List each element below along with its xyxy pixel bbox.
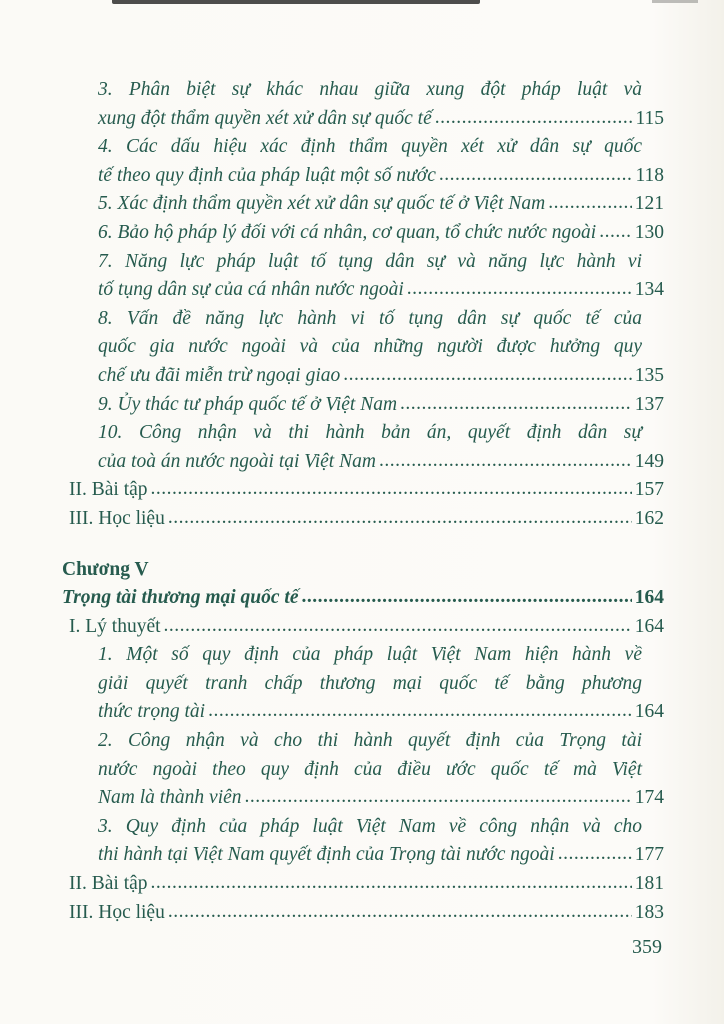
toc-entry-line <box>98 133 664 162</box>
toc-entry-text: tố tụng dân sự của cá nhân nước ngoài <box>98 279 404 301</box>
toc-entry-line <box>98 784 664 813</box>
leader-dots <box>439 161 633 190</box>
toc-entry-line <box>98 419 664 448</box>
toc-entry-line <box>98 248 664 277</box>
leader-dots <box>558 840 632 869</box>
toc-entry-line <box>98 391 664 420</box>
toc-entry-text: 1. Một số quy định của pháp luật Việt Nam hiện hành về <box>98 644 642 666</box>
toc-entry-line <box>69 505 664 534</box>
toc-entry-page: 135 <box>634 364 664 386</box>
toc-entry-line <box>98 698 664 727</box>
toc-entry-line <box>62 584 664 613</box>
toc-entry-line <box>98 162 664 191</box>
toc-entry-line <box>98 76 664 105</box>
leader-dots <box>245 783 632 812</box>
toc-entry-text: 9. Ủy thác tư pháp quốc tế ở Việt Nam <box>98 393 398 415</box>
toc-entry-line <box>69 899 664 928</box>
toc-entry-line <box>98 813 664 842</box>
toc-entry-page: 118 <box>635 164 664 186</box>
toc-entry-text: 10. Công nhận và thi hành bản án, quyết định dân sự <box>98 422 642 444</box>
toc-entry-text: Nam là thành viên <box>98 787 242 809</box>
toc-entry-text: chế ưu đãi miễn trừ ngoại giao <box>98 364 341 386</box>
toc-entry-text: II. Bài tập <box>69 479 148 501</box>
toc-entry-text: III. Học liệu <box>69 901 165 923</box>
leader-dots <box>435 104 633 133</box>
toc-entry <box>62 813 664 870</box>
toc-entry-text: Chương V <box>62 558 149 580</box>
toc-entry-text: 3. Quy định của pháp luật Việt Nam về công nhận và cho <box>98 815 642 837</box>
toc-entry-page: 183 <box>634 901 664 923</box>
toc-entry-page: 157 <box>634 479 664 501</box>
toc-entry <box>62 505 664 534</box>
toc-entry <box>62 190 664 219</box>
scan-artifact-line <box>112 0 480 4</box>
leader-dots <box>400 390 632 419</box>
leader-dots <box>164 612 632 641</box>
table-of-contents <box>62 76 664 927</box>
toc-entry-line <box>98 105 664 134</box>
toc-entry-line <box>98 333 664 362</box>
leader-dots <box>151 475 632 504</box>
toc-entry-page: 121 <box>634 193 664 215</box>
toc-entry <box>62 219 664 248</box>
toc-entry-page: 164 <box>634 587 664 609</box>
toc-entry-line <box>62 556 664 585</box>
toc-entry-line <box>98 641 664 670</box>
toc-entry-line <box>98 190 664 219</box>
toc-entry <box>62 870 664 899</box>
scan-artifact-mark <box>652 0 698 3</box>
toc-entry-text: 3. Phân biệt sự khác nhau giữa xung đột pháp luật và <box>98 79 642 100</box>
toc-entry-line <box>98 276 664 305</box>
leader-dots <box>407 275 632 304</box>
toc-entry <box>62 727 664 813</box>
toc-entry <box>62 641 664 727</box>
leader-dots <box>208 697 632 726</box>
toc-entry-line <box>98 305 664 334</box>
toc-entry-text: 5. Xác định thẩm quyền xét xử dân sự quốc tế ở Việt Nam <box>98 193 546 215</box>
toc-entry-page: 149 <box>634 450 664 472</box>
toc-entry-line <box>98 756 664 785</box>
toc-entry-page: 134 <box>634 279 664 301</box>
toc-entry-text: Trọng tài thương mại quốc tế <box>62 587 299 609</box>
toc-entry-text: thức trọng tài <box>98 701 206 723</box>
toc-entry <box>62 248 664 305</box>
toc-entry-line <box>98 362 664 391</box>
leader-dots <box>151 869 632 898</box>
leader-dots <box>548 189 632 218</box>
toc-entry-text: 7. Năng lực pháp luật tố tụng dân sự và năng lực hành vi <box>98 250 642 272</box>
toc-entry <box>62 584 664 613</box>
toc-entry <box>62 419 664 476</box>
leader-dots <box>599 218 632 247</box>
toc-entry-page: 130 <box>634 221 664 243</box>
toc-entry <box>62 305 664 391</box>
toc-entry-line <box>69 476 664 505</box>
toc-entry <box>62 556 664 585</box>
toc-entry-text: tế theo quy định của pháp luật một số nước <box>98 164 436 186</box>
leader-dots <box>168 504 632 533</box>
toc-entry-text: 2. Công nhận và cho thi hành quyết định của Trọng tài <box>98 730 642 752</box>
toc-entry-text: 6. Bảo hộ pháp lý đối với cá nhân, cơ quan, tổ chức nước ngoài <box>98 221 597 243</box>
toc-entry-text: 8. Vấn đề năng lực hành vi tố tụng dân sự quốc tế của <box>98 307 642 329</box>
leader-dots <box>343 361 632 390</box>
toc-entry-page: 174 <box>634 787 664 809</box>
toc-entry-line <box>69 870 664 899</box>
toc-entry-line <box>98 727 664 756</box>
page-number: 359 <box>632 936 662 958</box>
toc-entry-line <box>98 219 664 248</box>
toc-entry <box>62 391 664 420</box>
toc-entry-line <box>98 670 664 699</box>
toc-entry <box>62 899 664 928</box>
toc-entry-page: 181 <box>634 873 664 895</box>
toc-entry-page: 137 <box>634 393 664 415</box>
toc-entry-text: III. Học liệu <box>69 507 165 529</box>
toc-entry <box>62 476 664 505</box>
toc-entry-page: 177 <box>634 844 664 866</box>
toc-entry-line <box>98 448 664 477</box>
toc-entry-page: 164 <box>634 701 664 723</box>
toc-entry-text: 4. Các dấu hiệu xác định thẩm quyền xét xử dân sự quốc <box>98 136 642 158</box>
toc-entry <box>62 613 664 642</box>
toc-entry-page: 115 <box>635 107 664 129</box>
leader-dots <box>168 898 632 927</box>
toc-entry-text: quốc gia nước ngoài và của những người được hưởng quy <box>98 336 642 358</box>
toc-entry-line <box>69 613 664 642</box>
toc-entry-page: 162 <box>634 507 664 529</box>
toc-entry-text: nước ngoài theo quy định của điều ước quốc tế mà Việt <box>98 758 642 780</box>
toc-entry-text: I. Lý thuyết <box>69 615 161 637</box>
toc-entry-text: xung đột thẩm quyền xét xử dân sự quốc tế <box>98 107 432 129</box>
leader-dots <box>379 447 632 476</box>
leader-dots <box>302 583 632 612</box>
toc-entry-text: thi hành tại Việt Nam quyết định của Trọng tài nước ngoài <box>98 844 555 866</box>
toc-entry-text: của toà án nước ngoài tại Việt Nam <box>98 450 376 472</box>
toc-entry-page: 164 <box>634 615 664 637</box>
toc-entry <box>62 133 664 190</box>
toc-entry <box>62 76 664 133</box>
toc-entry-text: giải quyết tranh chấp thương mại quốc tế bằng phương <box>98 672 642 694</box>
toc-entry-line <box>98 841 664 870</box>
toc-entry-text: II. Bài tập <box>69 873 148 895</box>
